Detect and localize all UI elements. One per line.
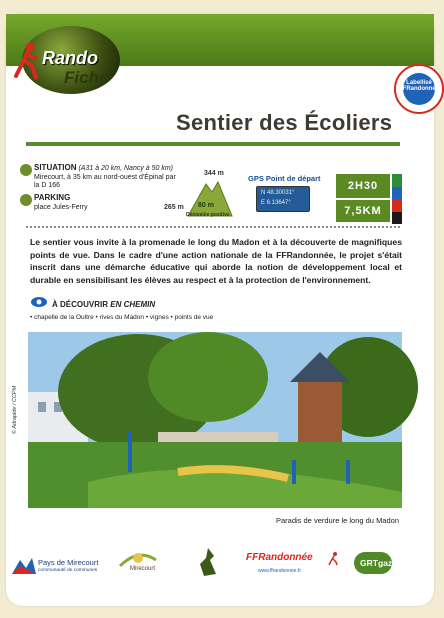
- difficulty-strip: [392, 174, 402, 224]
- brand-fiche: Fiche: [64, 68, 109, 87]
- gps-title: GPS Point de départ: [248, 174, 321, 183]
- difficulty-blue: [392, 187, 402, 200]
- parking-icon: [20, 194, 32, 206]
- discover-label-em: EN CHEMIN: [110, 300, 156, 309]
- partner-logos: [6, 544, 434, 584]
- gps-lon: E 6.13647°: [261, 200, 291, 206]
- pays-mirecourt-sub: communauté de communes: [38, 568, 98, 573]
- discover-items: • chapelle de la Oultre • rives du Madon • vignes • points de vue: [30, 314, 214, 321]
- altitude-max: 344 m: [204, 170, 224, 177]
- pays-mirecourt-title: Pays de Mirecourt: [38, 558, 99, 567]
- situation-label: SITUATION: [34, 163, 77, 172]
- pays-mirecourt-logo: [10, 554, 38, 576]
- ffr-hiker-icon: [328, 552, 340, 566]
- fiche-card: [6, 14, 439, 606]
- situation-block: [34, 164, 176, 191]
- discover-label: À DÉCOUVRIR: [52, 300, 109, 309]
- ffr-logo-text: FFRandonnée: [246, 552, 313, 563]
- situation-line1: Mirecourt, à 35 km au nord-ouest d'Épinal par: [34, 173, 176, 181]
- department-logo: [196, 546, 220, 578]
- distance-badge: 7,5KM: [336, 200, 390, 222]
- eye-icon: [30, 296, 48, 308]
- parking-value: place Jules-Ferry: [34, 203, 88, 211]
- title-rule: [26, 142, 400, 146]
- mirecourt-town-label: Mirecourt: [130, 566, 156, 572]
- parking-label: PARKING: [34, 193, 71, 202]
- difficulty-red: [392, 199, 402, 212]
- ffr-website: www.ffrandonnee.fr: [258, 568, 301, 574]
- parking-block: [34, 194, 88, 212]
- elevation-gain: 80 m: [198, 202, 214, 209]
- elevation-gain-label: Dénivelée positive: [186, 212, 230, 218]
- photo-illustration: [28, 332, 402, 508]
- page-title: Sentier des Écoliers: [176, 110, 393, 135]
- discover-heading: [52, 300, 155, 309]
- difficulty-green: [392, 174, 402, 187]
- hiker-icon: [12, 42, 42, 80]
- gps-device: [256, 186, 310, 212]
- description: Le sentier vous invite à la promenade le long du Madon et à la découverte de magnifiques points de vue. Dans le cadre d'une action nationale de la FFRandonnée, le projet s'était inscrit dans une démarche éducative qui aborde la notion de développement local et durable en sensibilisant les élèves au respect et à la protection de l'environnement.: [30, 237, 402, 285]
- situation-line2: la D 166: [34, 182, 61, 189]
- duration-badge: 2H30: [336, 174, 390, 198]
- ffr-label-badge: [394, 64, 444, 114]
- gps-lat: N 48.30031°: [261, 190, 295, 196]
- photo-caption: Paradis de verdure le long du Madon: [276, 516, 399, 525]
- grtgaz-label: GRTgaz: [360, 558, 393, 568]
- situation-detail: (A31 à 20 km, Nancy à 50 km): [78, 165, 174, 172]
- photo-credit: © Adrapide / CCPM: [12, 385, 18, 434]
- divider-1: [26, 226, 400, 230]
- situation-icon: [20, 164, 32, 176]
- landscape-photo: [28, 332, 402, 508]
- altitude-min: 265 m: [164, 204, 184, 211]
- difficulty-black: [392, 212, 402, 225]
- badge-text: Labellisé FFRandonnée: [399, 80, 439, 92]
- brand-rando: Rando: [42, 48, 98, 68]
